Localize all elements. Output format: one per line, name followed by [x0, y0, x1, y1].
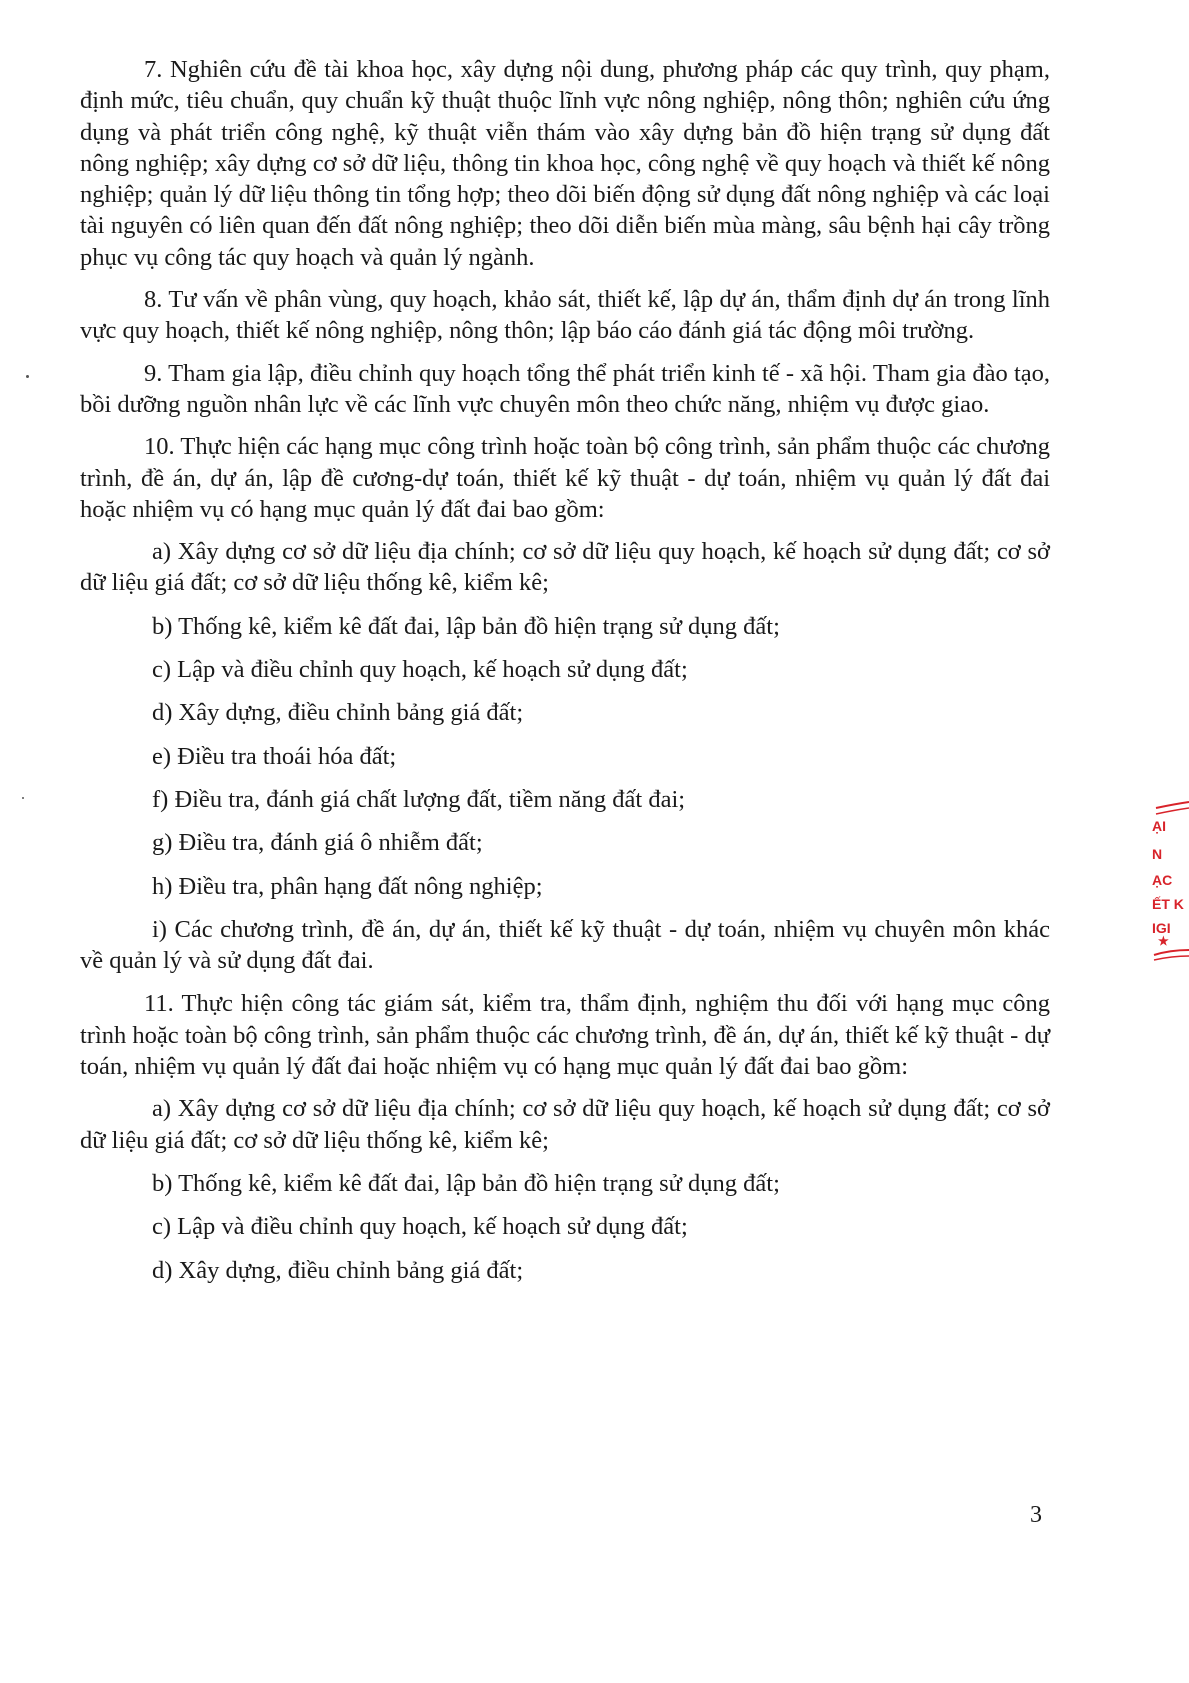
stamp-text: ẠC [1152, 872, 1173, 888]
list-item: e) Điều tra thoái hóa đất; [152, 742, 397, 770]
list-item: a) Xây dựng cơ sở dữ liệu địa chính; cơ sở dữ liệu quy hoạch, kế hoạch sử dụng đất; cơ sở dữ liệu giá đất; cơ sở dữ liệu thống kê, kiểm kê; [80, 1095, 1050, 1154]
stamp-text: ẾT K [1152, 896, 1184, 912]
page-number: 3 [1030, 1502, 1042, 1528]
list-item: d) Xây dựng, điều chỉnh bảng giá đất; [152, 699, 524, 727]
svg-text:★: ★ [1158, 934, 1169, 948]
list-item: c) Lập và điều chỉnh quy hoạch, kế hoạch sử dụng đất; [152, 1213, 688, 1241]
list-item: b) Thống kê, kiểm kê đất đai, lập bản đồ hiện trạng sử dụng đất; [152, 612, 780, 640]
scan-speck [26, 375, 29, 378]
list-item: a) Xây dựng cơ sở dữ liệu địa chính; cơ sở dữ liệu quy hoạch, kế hoạch sử dụng đất; cơ sở dữ liệu giá đất; cơ sở dữ liệu thống kê, kiểm kê; [80, 538, 1050, 597]
stamp-text: IGI [1152, 920, 1171, 936]
list-item: f) Điều tra, đánh giá chất lượng đất, tiềm năng đất đai; [152, 785, 686, 813]
list-item: g) Điều tra, đánh giá ô nhiễm đất; [152, 829, 483, 857]
list-item: b) Thống kê, kiểm kê đất đai, lập bản đồ hiện trạng sử dụng đất; [152, 1169, 780, 1197]
paragraph: 10. Thực hiện các hạng mục công trình hoặc toàn bộ công trình, sản phẩm thuộc các chương trình, đề án, dự án, lập đề cương-dự toán, thiết kế kỹ thuật - dự toán, nhiệm vụ quản lý đất đai hoặc nhiệm vụ có hạng mục quản lý đất đai bao gồm: [80, 433, 1050, 523]
paragraph: 7. Nghiên cứu đề tài khoa học, xây dựng nội dung, phương pháp các quy trình, quy phạm, định mức, tiêu chuẩn, quy chuẩn kỹ thuật thuộc lĩnh vực nông nghiệp, nông thôn; nghiên cứu ứng dụng và phát triển công nghệ, kỹ thuật viễn thám vào xây dựng bản đồ hiện trạng sử dụng đất nông nghiệp; xây dựng cơ sở dữ liệu, thông tin khoa học, công nghệ về quy hoạch và thiết kế nông nghiệp; quản lý dữ liệu thông tin tổng hợp; theo dõi biến động sử dụng đất nông nghiệp và các loại tài nguyên có liên quan đến đất nông nghiệp; theo dõi diễn biến mùa màng, sâu bệnh hại cây trồng phục vụ công tác quy hoạch và quản lý ngành. [80, 56, 1050, 271]
list-item: h) Điều tra, phân hạng đất nông nghiệp; [152, 872, 543, 900]
stamp-text: N [1152, 846, 1163, 862]
paragraph: 11. Thực hiện công tác giám sát, kiểm tra, thẩm định, nghiệm thu đối với hạng mục công trình hoặc toàn bộ công trình, sản phẩm thuộc các chương trình, đề án, dự án, thiết kế kỹ thuật - dự toán, nhiệm vụ quản lý đất đai hoặc nhiệm vụ có hạng mục quản lý đất đai bao gồm: [80, 990, 1050, 1081]
list-item: i) Các chương trình, đề án, dự án, thiết kế kỹ thuật - dự toán, nhiệm vụ chuyên môn khác về quản lý và sử dụng đất đai. [80, 915, 1050, 975]
paragraph: 8. Tư vấn về phân vùng, quy hoạch, khảo sát, thiết kế, lập dự án, thẩm định dự án trong lĩnh vực quy hoạch, thiết kế nông nghiệp, nông thôn; lập báo cáo đánh giá tác động môi trường. [80, 286, 1050, 345]
paragraph: 9. Tham gia lập, điều chỉnh quy hoạch tổng thể phát triển kinh tế - xã hội. Tham gia đào tạo, bồi dưỡng nguồn nhân lực về các lĩnh vực chuyên môn theo chức năng, nhiệm vụ được giao. [80, 359, 1050, 418]
list-item: d) Xây dựng, điều chỉnh bảng giá đất; [152, 1256, 524, 1284]
list-item: c) Lập và điều chỉnh quy hoạch, kế hoạch sử dụng đất; [152, 656, 688, 684]
document-body [80, 54, 1050, 1298]
stamp-text: ẠI [1152, 818, 1166, 834]
red-stamp-fragment [1150, 800, 1189, 1030]
scan-speck [22, 797, 24, 799]
